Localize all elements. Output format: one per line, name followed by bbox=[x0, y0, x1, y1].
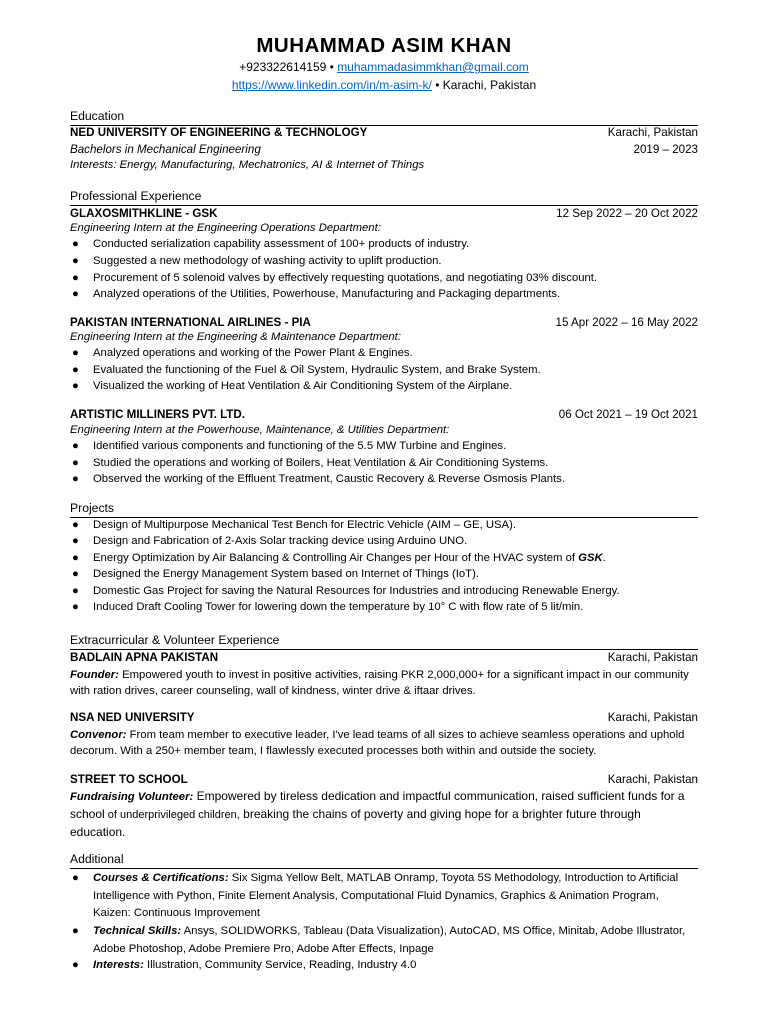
job-header bbox=[70, 316, 698, 332]
bullet-icon: ● bbox=[72, 872, 79, 884]
bullet-icon: ● bbox=[72, 473, 79, 485]
education-school-row bbox=[70, 126, 698, 142]
bullet-icon: ● bbox=[72, 552, 79, 564]
header-location: Karachi, Pakistan bbox=[442, 78, 537, 92]
volunteer-description: Convenor: From team member to executive leader, I've lead teams of all sizes to achieve seamless operations and uphold decorum. With a 250+ member team, I flawlessly executed processes both within and outside the society. bbox=[70, 729, 685, 757]
bullet-icon: ● bbox=[72, 347, 79, 359]
volunteer-role: Convenor: bbox=[70, 729, 127, 741]
volunteer-org: BADLAIN APNA PAKISTAN bbox=[70, 651, 219, 664]
bullet-icon: ● bbox=[72, 925, 79, 937]
bullet-icon: ● bbox=[72, 380, 79, 392]
school-name: NED UNIVERSITY OF ENGINEERING & TECHNOLOGY bbox=[70, 126, 368, 139]
job-dates: 12 Sep 2022 – 20 Oct 2022 bbox=[556, 207, 698, 220]
candidate-name: MUHAMMAD ASIM KHAN bbox=[256, 34, 512, 57]
bullet-icon: ● bbox=[72, 568, 79, 580]
volunteer-role: Founder: bbox=[70, 669, 119, 681]
bullet-icon: ● bbox=[72, 519, 79, 531]
bullet-icon: ● bbox=[72, 585, 79, 597]
volunteer-org: STREET TO SCHOOL bbox=[70, 773, 188, 786]
volunteer-description: Fundraising Volunteer: Empowered by tireless dedication and impactful communication, raised sufficient funds for a school of underprivileged children, breaking the chains of poverty and giving hope for a brighter future through education. bbox=[70, 789, 685, 839]
volunteer-location: Karachi, Pakistan bbox=[607, 773, 698, 786]
volunteer-location: Karachi, Pakistan bbox=[607, 711, 698, 724]
bullet-icon: ● bbox=[72, 535, 79, 547]
job-dates: 06 Oct 2021 – 19 Oct 2021 bbox=[558, 408, 698, 421]
section-heading-experience: Professional Experience bbox=[70, 189, 698, 206]
bullet-icon: ● bbox=[72, 440, 79, 452]
education-interests: Interests: Energy, Manufacturing, Mechatronics, AI & Internet of Things bbox=[70, 159, 425, 171]
volunteer-description: Founder: Empowered youth to invest in positive activities, raising PKR 2,000,000+ for a significant impact in our community with ration drives, career counseling, wall of kindness, winter drive & iftaar drives. bbox=[70, 669, 689, 697]
separator: • bbox=[431, 78, 443, 92]
bullet-icon: ● bbox=[72, 288, 79, 300]
bullet-icon: ● bbox=[72, 255, 79, 267]
job-role: Engineering Intern at the Powerhouse, Maintenance, & Utilities Department: bbox=[70, 424, 450, 436]
section-heading-projects: Projects bbox=[70, 501, 698, 518]
volunteer-header bbox=[70, 773, 698, 789]
bullet-icon: ● bbox=[72, 238, 79, 250]
section-heading-education: Education bbox=[70, 109, 698, 126]
bullet-icon: ● bbox=[72, 601, 79, 613]
bullet-icon: ● bbox=[72, 457, 79, 469]
volunteer-header bbox=[70, 711, 698, 727]
job-role: Engineering Intern at the Engineering Operations Department: bbox=[70, 222, 381, 234]
contact-line-2 bbox=[0, 78, 768, 92]
linkedin-link[interactable]: https://www.linkedin.com/in/m-asim-k/ bbox=[231, 78, 432, 92]
contact-line-1 bbox=[0, 60, 768, 74]
job-header bbox=[70, 207, 698, 223]
education-dates: 2019 – 2023 bbox=[633, 143, 698, 156]
job-dates: 15 Apr 2022 – 16 May 2022 bbox=[555, 316, 698, 329]
phone-number: +923322614159 bbox=[239, 60, 327, 74]
volunteer-role: Fundraising Volunteer: bbox=[70, 791, 194, 803]
email-link[interactable]: muhammadasimmkhan@gmail.com bbox=[337, 60, 529, 74]
separator: • bbox=[326, 60, 338, 74]
bullet-icon: ● bbox=[72, 364, 79, 376]
job-role: Engineering Intern at the Engineering & Maintenance Department: bbox=[70, 331, 401, 343]
bullet-icon: ● bbox=[72, 272, 79, 284]
resume-page: MUHAMMAD ASIM KHAN +923322614159 • muhammadasimmkhan@gmail.com https://www.linkedin.com/in/m-asim-k/ • Karachi, Pakistan Education NED UNIVERSITY OF ENGINEERING & TECHNOLOGY Karachi, Pakistan Bachelors in Mechanical Engineering 2019 – 2023 Interests: Energy, Manufacturing, Mechatronics, AI & Internet of Things Professional Experience GLAXOSMITHKLINE - GSK 12 Sep 2022 – 20 Oct 2022 Engineering Intern at the Engineering Operations Department: ● Conducted serialization capability assessment of 100+ products of industry. ● Suggested a new methodology of washing activity to uplift production. ● Procurement of 5 solenoid valves by effectively requesting quotations, and negotiating 03% discount. ● Analyzed operations of the Utilities, Powerhouse, Manufacturing and Packaging departments. PAKISTAN INTERNATIONAL AIRLINES - PIA 15 Apr 2022 – 16 May 2022 Engineering Intern at the Engineering & Maintenance Department: ● Analyzed operations and working of the Power Plant & Engines. ● Evaluated the functioning of the Fuel & Oil System, Hydraulic System, and Brake System. ● Visualized the working of Heat Ventilation & Air Conditioning System of the Airplane. ARTISTIC MILLINERS PVT. LTD. 06 Oct 2021 – 19 Oct 2021 Engineering Intern at the Powerhouse, Maintenance, & Utilities Department: ● Identified various components and functioning of the 5.5 MW Turbine and Engines. ● Studied the operations and working of Boilers, Heat Ventilation & Air Conditioning Systems. ● Observed the working of the Effluent Treatment, Caustic Recovery & Reverse Osmosis Plants. Projects ● Design of Multipurpose Mechanical Test Bench for Electric Vehicle (AIM – GE, USA). ● Design and Fabrication of 2-Axis Solar tracking device using Arduino UNO. ● Energy Optimization by Air Balancing & Controlling Air Changes per Hour of the HVAC system of GSK. ● Designed the Energy Management System based on Internet of Things (IoT). ● Domestic Gas Project for saving the Natural Resources for Industries and introducing Renewable Energy. ● Induced Draft Cooling Tower for lowering down the temperature by 10° C with flow rate of 5 lit/min. Extracurricular & Volunteer Experience BADLAIN APNA PAKISTAN Karachi, Pakistan Founder: Empowered youth to invest in positive activities, raising PKR 2,000,000+ for a significant impact in our community with ration drives, career counseling, wall of kindness, winter drive & iftaar drives. NSA NED UNIVERSITY Karachi, Pakistan Convenor: From team member to executive leader, I've lead teams of all sizes to achieve seamless operations and uphold decorum. With a 250+ member team, I flawlessly executed processes both within and outside the society. STREET TO SCHOOL Karachi, Pakistan Fundraising Volunteer: Empowered by tireless dedication and impactful communication, raised sufficient funds for a school of underprivileged children, breaking the chains of poverty and giving hope for a brighter future through education. Additional ● Courses & Certifications: Six Sigma Yellow Belt, MATLAB Onramp, Toyota 5S Methodology, Introduction to Artificial Intelligence with Python, Finite Element Analysis, Computational Fluid Dynamics, Graphics & Animation Program, Kaizen: Continuous Improvement ● Technical Skills: Ansys, SOLIDWORKS, Tableau (Data Visualization), AutoCAD, MS Office, Minitab, Adobe Illustrator, Adobe Photoshop, Adobe Premiere Pro, Adobe After Effects, Inpage ● Interests: Illustration, Community Service, Reading, Industry 4.0 bbox=[0, 0, 768, 1024]
section-heading-additional: Additional bbox=[70, 852, 698, 869]
volunteer-org: NSA NED UNIVERSITY bbox=[70, 711, 195, 724]
job-org: ARTISTIC MILLINERS PVT. LTD. bbox=[70, 408, 245, 421]
job-org: PAKISTAN INTERNATIONAL AIRLINES - PIA bbox=[70, 316, 311, 329]
company-emphasis: GSK bbox=[578, 552, 603, 564]
volunteer-header bbox=[70, 651, 698, 667]
job-org: GLAXOSMITHKLINE - GSK bbox=[70, 207, 218, 220]
volunteer-location: Karachi, Pakistan bbox=[607, 651, 698, 664]
additional-label: Courses & Certifications: bbox=[93, 872, 229, 884]
job-header bbox=[70, 408, 698, 424]
degree: Bachelors in Mechanical Engineering bbox=[70, 143, 261, 156]
bullet-icon: ● bbox=[72, 959, 79, 971]
additional-label: Technical Skills: bbox=[93, 925, 182, 937]
education-degree-row bbox=[70, 143, 698, 159]
additional-label: Interests: bbox=[93, 959, 144, 971]
school-location: Karachi, Pakistan bbox=[607, 126, 698, 139]
section-heading-volunteer: Extracurricular & Volunteer Experience bbox=[70, 633, 698, 650]
